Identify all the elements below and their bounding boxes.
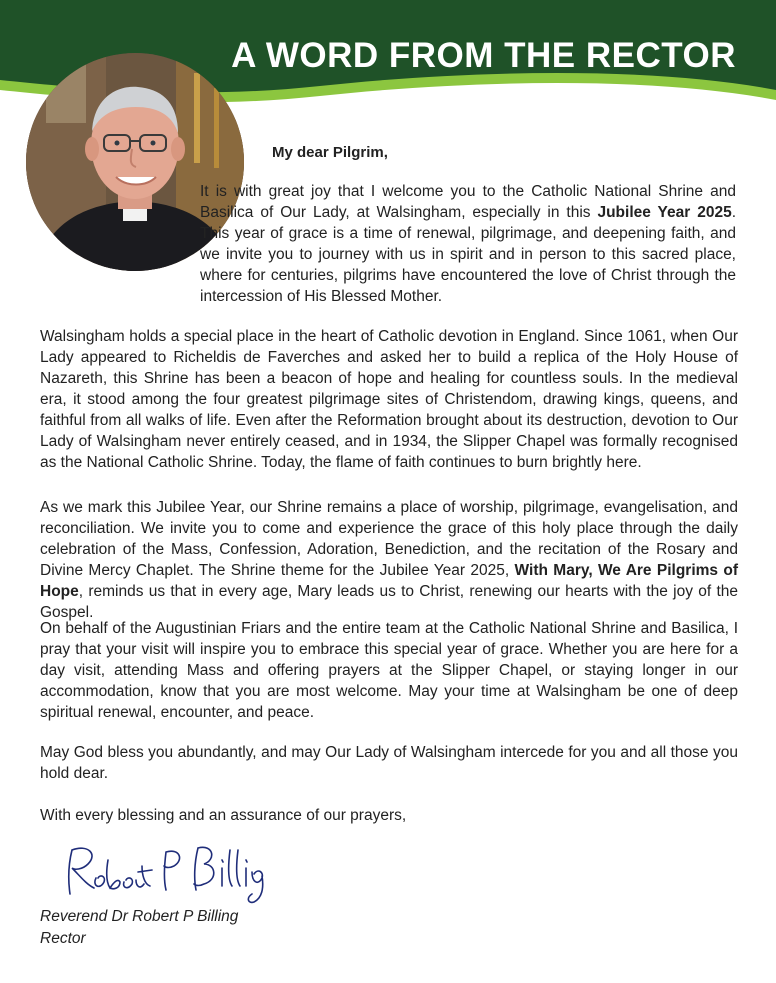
signatory-name: Reverend Dr Robert P Billing [40, 908, 239, 925]
jubilee-year-highlight: Jubilee Year 2025 [597, 204, 732, 221]
history-paragraph: Walsingham holds a special place in the heart of Catholic devotion in England. Since 1061, when Our Lady appeared to Richeldis de Faverches and asked her to build a replica of the Holy House of Nazareth, this Shrine has been a beacon of hope and healing for countless souls. In the medieval era, it stood among the four greatest pilgrimage sites of Christendom, drawing kings, queens, and faithful from all walks of life. Even after the Reformation brought about its destruction, devotion to Our Lady of Walsingham never entirely ceased, and in 1934, the Slipper Chapel was formally recognised as the National Catholic Shrine. Today, the flame of faith continues to burn brightly here. [40, 328, 738, 471]
intro-paragraph [200, 181, 736, 307]
closing-line: With every blessing and an assurance of our prayers, [40, 807, 407, 824]
page-title: A WORD FROM THE RECTOR [231, 36, 736, 75]
blessing-paragraph: May God bless you abundantly, and may Our Lady of Walsingham intercede for you and all those you hold dear. [40, 744, 738, 782]
jubilee-paragraph [40, 497, 738, 623]
signatory-role: Rector [40, 930, 86, 947]
shrine-theme-highlight: With Mary, We Are Pilgrims of Hope [40, 562, 738, 600]
jubilee-text-end: , reminds us that in every age, Mary leads us to Christ, renewing our hearts with the joy of the Gospel. [40, 583, 738, 621]
intro-text-end: . This year of grace is a time of renewal, pilgrimage, and deepening faith, and we invite you to journey with us in spirit and in person to this sacred place, where for centuries, pilgrims have encountered the love of Christ through the intercession of His Blessed Mother. [200, 204, 736, 305]
handwritten-signature [58, 838, 268, 906]
jubilee-text-start: As we mark this Jubilee Year, our Shrine remains a place of worship, pilgrimage, evangelisation, and reconciliation. We invite you to come and experience the grace of this holy place through the daily celebration of the Mass, Confession, Adoration, Benediction, and the recitation of the Rosary and Divine Mercy Chaplet. The Shrine theme for the Jubilee Year 2025, [40, 499, 738, 579]
welcome-paragraph: On behalf of the Augustinian Friars and the entire team at the Catholic National Shrine and Basilica, I pray that your visit will inspire you to embrace this special year of grace. Whether you are here for a day visit, attending Mass and offering prayers at the Slipper Chapel, or staying longer in our accommodation, know that you are most welcome. May your time at Walsingham be one of deep spiritual renewal, encounter, and peace. [40, 620, 738, 721]
salutation: My dear Pilgrim, [272, 144, 388, 161]
intro-text-start: It is with great joy that I welcome you to the Catholic National Shrine and Basilica of Our Lady, at Walsingham, especially in this [200, 183, 736, 221]
